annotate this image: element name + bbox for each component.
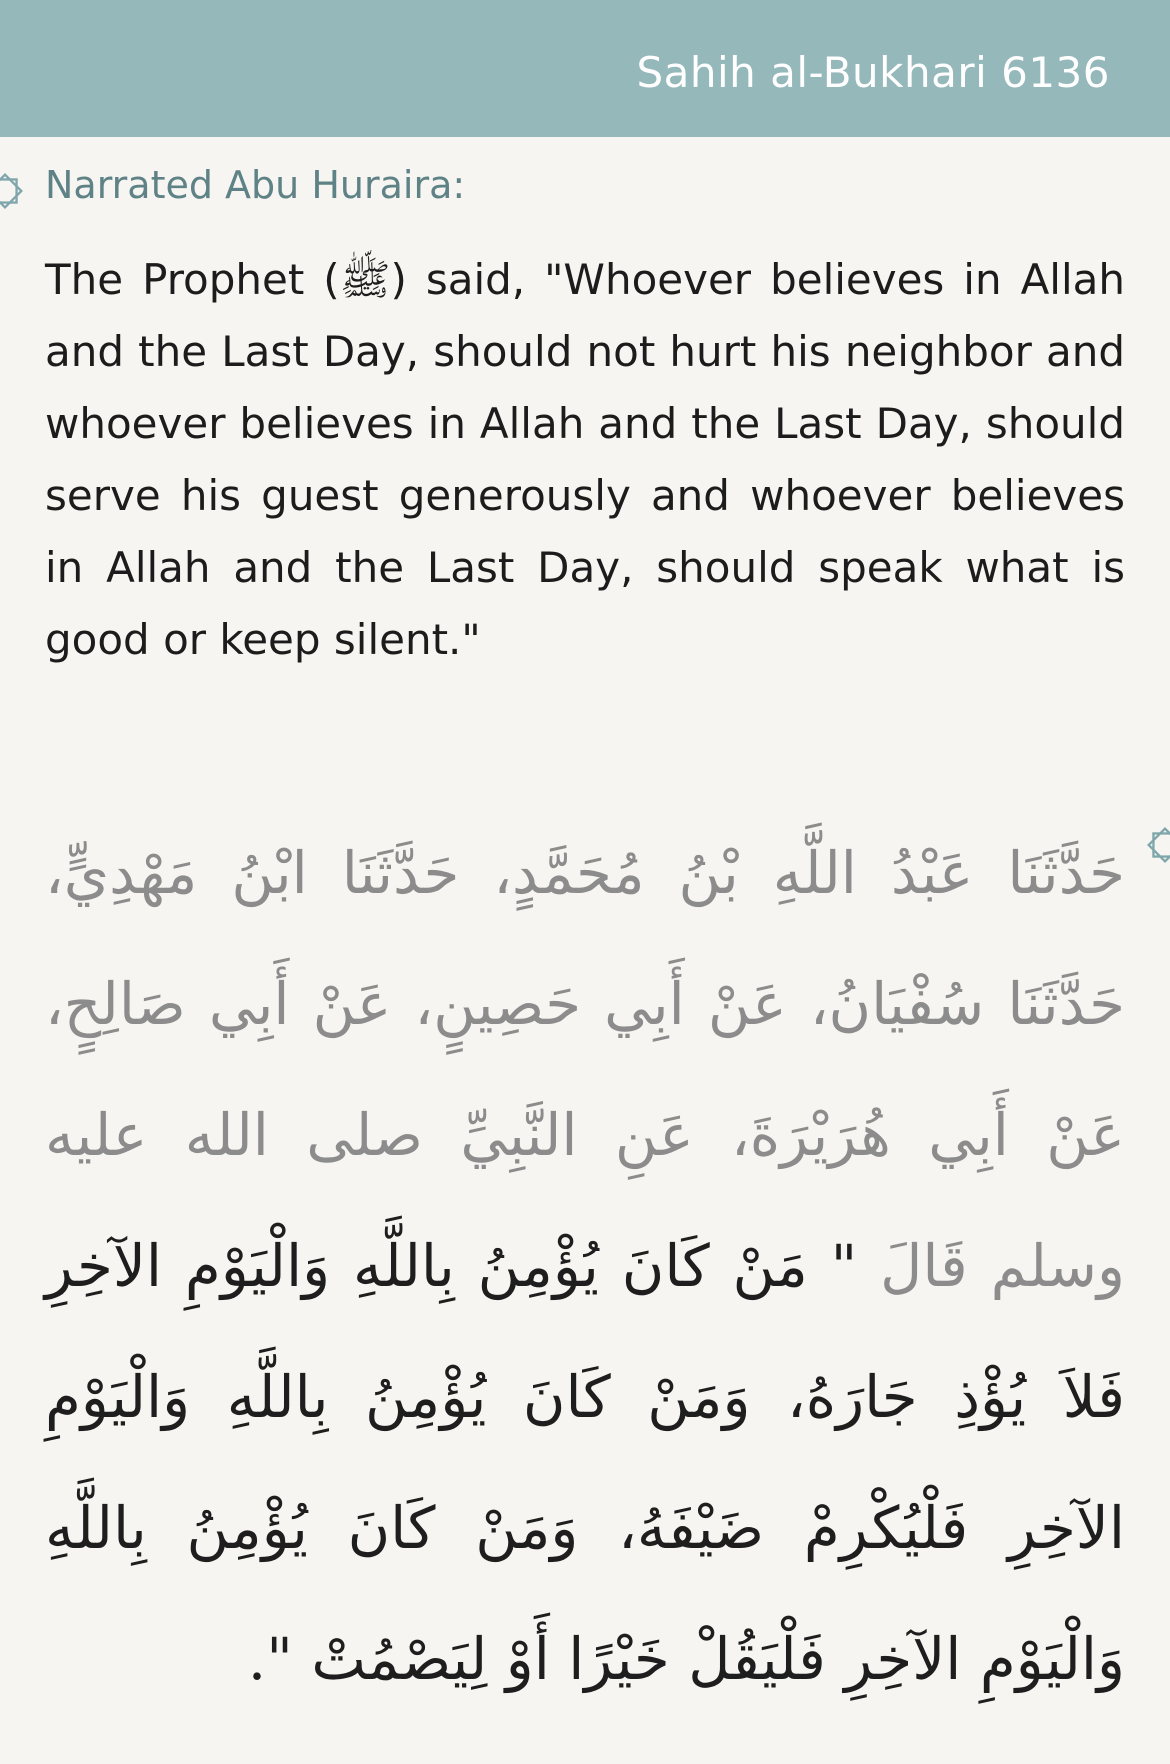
narrator-line: Narrated Abu Huraira:	[45, 163, 466, 207]
header-bar	[0, 0, 1170, 137]
star-ornament-icon	[0, 170, 26, 212]
star-ornament-icon	[1144, 824, 1170, 866]
arabic-hadith-body: " مَنْ كَانَ يُؤْمِنُ بِاللَّهِ وَالْيَوْمِ الآخِرِ فَلاَ يُؤْذِ جَارَهُ، وَمَنْ كَانَ يُؤْمِنُ بِاللَّهِ وَالْيَوْمِ الآخِرِ فَلْيُكْرِمْ ضَيْفَهُ، وَمَنْ كَانَ يُؤْمِنُ بِاللَّهِ وَالْيَوْمِ الآخِرِ فَلْيَقُلْ خَيْرًا أَوْ لِيَصْمُتْ ".	[45, 1232, 1125, 1693]
arabic-hadith-text	[45, 808, 1125, 1725]
hadith-reference-title: Sahih al-Bukhari 6136	[636, 48, 1110, 97]
english-hadith-text: The Prophet (ﷺ) said, "Whoever believes in Allah and the Last Day, should not hurt his neighbor and whoever believes in Allah and the Last Day, should serve his guest generously and whoever believes in Allah and the Last Day, should speak what is good or keep silent."	[45, 255, 1126, 664]
arabic-chain-of-narration: حَدَّثَنَا عَبْدُ اللَّهِ بْنُ مُحَمَّدٍ، حَدَّثَنَا ابْنُ مَهْدِيٍّ، حَدَّثَنَا سُفْيَانُ، عَنْ أَبِي حَصِينٍ، عَنْ أَبِي صَالِحٍ، عَنْ أَبِي هُرَيْرَةَ، عَنِ النَّبِيِّ صلى الله عليه وسلم قَالَ	[45, 839, 1125, 1300]
